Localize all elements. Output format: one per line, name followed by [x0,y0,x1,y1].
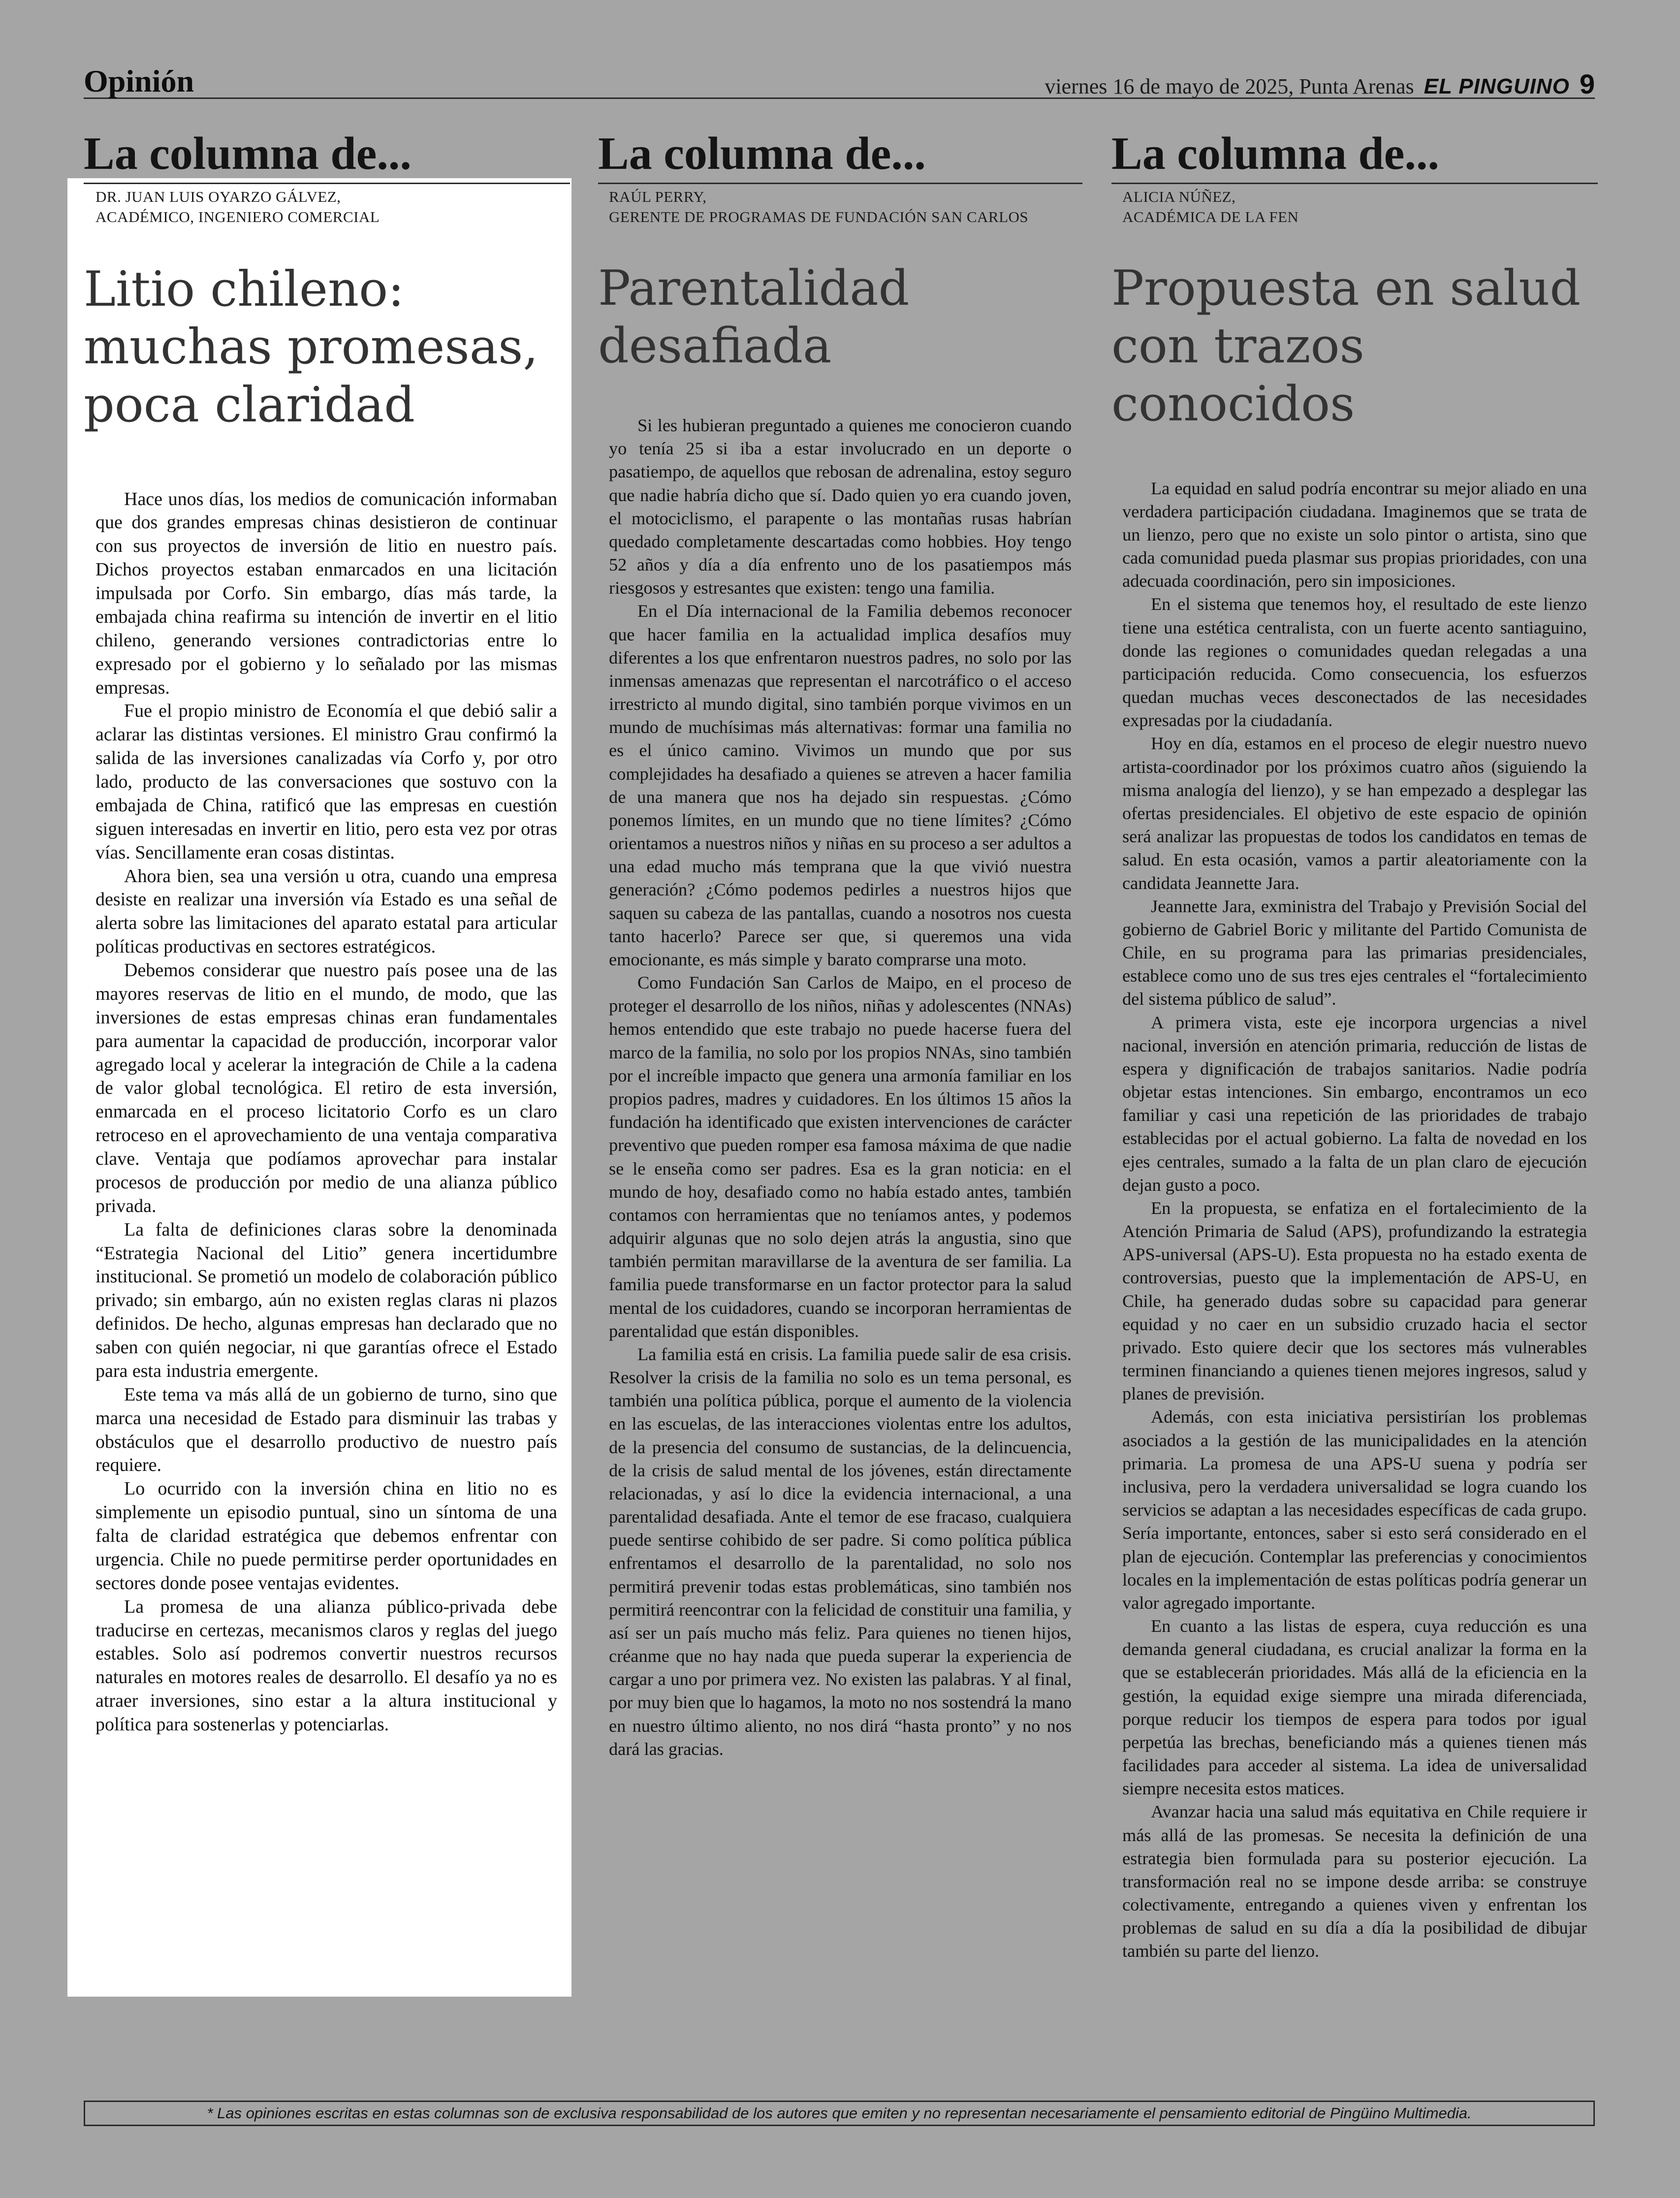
column-heading: La columna de... [598,130,1082,184]
author-role: GERENTE DE PROGRAMAS DE FUNDACIÓN SAN CARLOS [609,208,1029,225]
section-label: Opinión [84,64,194,98]
paragraph: Jeannette Jara, exministra del Trabajo y Previsión Social del gobierno de Gabriel Boric y militante del Partido Comunista de Chile, en su programa para las primarias presidenciales, establece como uno de sus tres ejes centrales el “fortalecimiento del sistema público de salud”. [1122,896,1587,1009]
paragraph: Hoy en día, estamos en el proceso de elegir nuestro nuevo artista-coordinador por los próximos cuatro años (siguiendo la misma analogía del lienzo), y se han empezado a desplegar las ofertas presidenciales. El objetivo de este espacio de opinión será analizar las propuestas de todos los candidatos en temas de salud. En esta ocasión, vamos a partir aleatoriamente con la candidata Jeannette Jara. [1122,733,1587,893]
article-title: Litio chileno: muchas promesas, poca claridad [84,261,539,433]
disclaimer-box [84,2101,1595,2126]
column-author [1111,187,1598,227]
column-heading: La columna de... [84,130,570,184]
column-author [598,187,1082,227]
newspaper-logo: EL PINGUINO [1424,74,1570,98]
paragraph: Lo ocurrido con la inversión china en litio no es simplemente un episodio puntual, sino un síntoma de una falta de claridad estratégica que debemos enfrentar con urgencia. Chile no puede permitirse perder oportunidades en sectores donde posee ventajas evidentes. [95,1478,557,1593]
article-title: Parentalidad desafiada [598,260,910,375]
paragraph: A primera vista, este eje incorpora urgencias a nivel nacional, inversión en atención primaria, reducción de listas de espera y dignificación de trabajos sanitarios. Nadie podría objetar estas intenciones. Sin embargo, encontramos un eco familiar y casi una repetición de las prioridades de trabajo establecidas por el actual gobierno. La falta de novedad en los ejes centrales, sumado a la falta de un plan claro de ejecución dejan gusto a poco. [1122,1012,1587,1195]
article-body [1111,477,1598,1963]
article-title: Propuesta en salud con trazos conocidos [1111,260,1581,432]
column-nunez [1111,130,1598,1963]
article-body [84,488,570,1737]
column-heading: La columna de... [1111,130,1598,184]
paragraph: En el Día internacional de la Familia debemos reconocer que hacer familia en la actualidad implica desafíos muy diferentes a los que enfrentaron nuestros padres, no solo por las inmensas amenazas que representan el narcotráfico o el acceso irrestricto al mundo digital, sino también porque vivimos en un mundo de muchísimas más alternativas: formar una familia no es el único camino. Vivimos un mundo que por sus complejidades ha desafiado a quienes se atreven a hacer familia de una manera que nos ha dejado sin respuestas. ¿Cómo ponemos límites, en un mundo que no tiene límites? ¿Cómo orientamos a nuestros niños y niñas en su proceso a ser adultos a una edad mucho más temprana que la que vivió nuestra generación? ¿Cómo podemos pedirles a nuestros hijos que saquen su cabeza de las pantallas, cuando a nosotros nos cuesta tanto hacerlo? Parece ser que, si queremos una vida emocionante, es más simple y barato comprarse una moto. [609,601,1072,969]
paragraph: La familia está en crisis. La familia puede salir de esa crisis. Resolver la crisis de la familia no solo es un tema personal, es también una política pública, porque el aumento de la violencia en las escuelas, de las interacciones violentas entre los adultos, de la presencia del consumo de sustancias, de la delincuencia, de la crisis de salud mental de los jóvenes, están directamente relacionadas, y así lo dice la evidencia internacional, a una parentalidad desafiada. Ante el temor de ese fracaso, cualquiera puede sentirse cohibido de ser padre. Si como política pública enfrentamos el desarrollo de la parentalidad, no solo nos permitirá prevenir todas estas problemáticas, sino también nos permitirá reencontrar con la felicidad de constituir una familia, y así ser un país mucho más feliz. Para quienes no tienen hijos, créanme que no hay nada que pueda superar la experiencia de cargar a uno por primera vez. No existen las palabras. Y al final, por muy bien que lo hagamos, la moto no nos sostendrá la mano en nuestro último aliento, no nos dirá “hasta pronto” y no nos dará las gracias. [609,1344,1072,1759]
paragraph: La equidad en salud podría encontrar su mejor aliado en una verdadera participación ciudadana. Imaginemos que se trata de un lienzo, pero que no existe un solo pintor o artista, sino que cada comunidad pueda plasmar sus propias prioridades, con una adecuada coordinación, pero sin imposiciones. [1122,478,1587,591]
paragraph: Además, con esta iniciativa persistirían los problemas asociados a la gestión de las municipalidades en la atención primaria. La promesa de una APS-U suena y podría ser inclusiva, pero la verdadera universalidad se logra cuando los servicios se adaptan a las necesidades específicas de cada grupo. Sería importante, entonces, saber si esto será considerado en el plan de ejecución. Contemplar las preferencias y conocimientos locales en la implementación de estas políticas podría generar un valor agregado importante. [1122,1407,1587,1613]
header-meta [1045,68,1595,100]
paragraph: Hace unos días, los medios de comunicación informaban que dos grandes empresas chinas desistieron de continuar con sus proyectos de inversión de litio en nuestro país. Dichos proyectos estaban enmarcados en una licitación impulsada por Corfo. Sin embargo, días más tarde, la embajada china reafirma su intención de invertir en el litio chileno, generando versiones contradictorias entre lo expresado por el gobierno y lo señalado por las mismas empresas. [95,488,557,698]
article-body [598,414,1082,1761]
paragraph: Debemos considerar que nuestro país posee una de las mayores reservas de litio en el mundo, de modo, que las inversiones de estas empresas chinas eran fundamentales para aumentar la capacidad de producción, incorporar valor agregado local y acelerar la integración de Chile a la cadena de valor global tecnológica. El retiro de esta inversión, enmarcada en el proceso licitatorio Corfo es un claro retroceso en el aprovechamiento de una ventaja comparativa clave. Ventaja que podíamos aprovechar para instalar procesos de producción por medio de una alianza público privada. [95,960,557,1216]
column-perry [598,130,1082,1761]
paragraph: Ahora bien, sea una versión u otra, cuando una empresa desiste en realizar una inversión vía Estado es una señal de alerta sobre las limitaciones del aparato estatal para articular políticas productivas en sectores estratégicos. [95,865,557,957]
paragraph: En el sistema que tenemos hoy, el resultado de este lienzo tiene una estética centralista, con un fuerte acento santiaguino, donde las regiones o comunidades quedan relegadas a una participación reducida. Como consecuencia, los esfuerzos quedan muchas veces desconectados de las necesidades expresadas por la ciudadanía. [1122,594,1587,731]
column-author [84,187,570,227]
paragraph: Avanzar hacia una salud más equitativa en Chile requiere ir más allá de las promesas. Se necesita la definición de una estrategia bien formulada para su posterior ejecución. La transformación real no se impone desde arriba: se construye colectivamente, entregando a quienes viven y enfrentan los problemas de salud en su día a día la posibilidad de dibujar también su parte del lienzo. [1122,1802,1587,1961]
page-header [84,63,1595,99]
paragraph: Como Fundación San Carlos de Maipo, en el proceso de proteger el desarrollo de los niños, niñas y adolescentes (NNAs) hemos entendido que este trabajo no puede hacerse fuera del marco de la familia, no solo por los propios NNAs, sino también por el increíble impacto que genera una armonía familiar en los propios padres, madres y cuidadores. En los últimos 15 años la fundación ha identificado que existen intervenciones de carácter preventivo que pueden romper esa famosa máxima de que nadie se le enseña como ser padres. Esa es la gran noticia: en el mundo de hoy, desafiado como no había estado antes, también contamos con herramientas que no teníamos antes, y podemos adquirir algunas que no solo dejen atrás la angustia, sino que también permitan maravillarse de la aventura de ser familia. La familia puede transformarse en un factor protector para la salud mental de los cuidadores, cuando se incorporan herramientas de parentalidad que están disponibles. [609,973,1072,1341]
author-name: DR. JUAN LUIS OYARZO GÁLVEZ, [95,188,341,205]
paragraph: En cuanto a las listas de espera, cuya reducción es una demanda general ciudadana, es crucial analizar la forma en la que se establecerán prioridades. Más allá de la eficiencia en la gestión, la equidad exige siempre una mirada diferenciada, porque reducir los tiempos de espera para todos por igual perpetúa las brechas, beneficiando más a quienes tienen más facilidades para acceder al sistema. La idea de universalidad siempre necesita estos matices. [1122,1616,1587,1799]
paragraph: Fue el propio ministro de Economía el que debió salir a aclarar las distintas versiones. El ministro Grau confirmó la salida de las inversiones canalizadas vía Corfo y, por otro lado, producto de las conversaciones que sostuvo con la embajada de China, ratificó que las empresas en cuestión siguen interesadas en invertir en litio, pero esta vez por otras vías. Sencillamente eran cosas distintas. [95,701,557,863]
paragraph: Este tema va más allá de un gobierno de turno, sino que marca una necesidad de Estado para disminuir las trabas y obstáculos que el desarrollo productivo de nuestro país requiere. [95,1384,557,1476]
paragraph: En la propuesta, se enfatiza en el fortalecimiento de la Atención Primaria de Salud (APS), profundizando la estrategia APS-universal (APS-U). Esta propuesta no ha estado exenta de controversias, puesto que la implementación de APS-U, en Chile, ha generado dudas sobre su capacidad para generar equidad y no caer en un subsidio cruzado hacia el sector privado. Esto quiere decir que los sectores más vulnerables terminen financiando a quienes tienen mejores ingresos, salud y planes de previsión. [1122,1198,1587,1404]
author-role: ACADÉMICO, INGENIERO COMERCIAL [95,208,380,225]
author-role: ACADÉMICA DE LA FEN [1122,208,1299,225]
paragraph: Si les hubieran preguntado a quienes me conocieron cuando yo tenía 25 si iba a estar involucrado en un deporte o pasatiempo, de aquellos que rebosan de adrenalina, estoy seguro que nadie habría dicho que sí. Dado quien yo era cuando joven, el motociclismo, el parapente o las montañas rusas habrían quedado completamente descartadas como hobbies. Hoy tengo 52 años y día a día enfrento uno de los pasatiempos más riesgosos y estresantes que existen: tengo una familia. [609,415,1072,598]
author-name: ALICIA NÚÑEZ, [1122,188,1236,205]
page-number: 9 [1579,68,1595,99]
column-oyarzo [84,130,570,1737]
dateline: viernes 16 de mayo de 2025, Punta Arenas [1045,74,1414,98]
author-name: RAÚL PERRY, [609,188,707,205]
paragraph: La falta de definiciones claras sobre la denominada “Estrategia Nacional del Litio” genera incertidumbre institucional. Se prometió un modelo de colaboración público privado; sin embargo, aún no existen reglas claras ni plazos definidos. De hecho, algunas empresas han declarado que no saben con quién negociar, ni que garantías ofrece el Estado para esta industria emergente. [95,1219,557,1381]
disclaimer-text: * Las opiniones escritas en estas columnas son de exclusiva responsabilidad de los autores que emiten y no representan necesariamente el pensamiento editorial de Pingüino Multimedia. [207,2104,1472,2122]
paragraph: La promesa de una alianza público-privada debe traducirse en certezas, mecanismos claros y reglas del juego estables. Solo así podremos convertir nuestros recursos naturales en motores reales de desarrollo. El desafío ya no es atraer inversiones, sino estar a la altura institucional y política para sostenerlas y potenciarlas. [95,1596,557,1735]
